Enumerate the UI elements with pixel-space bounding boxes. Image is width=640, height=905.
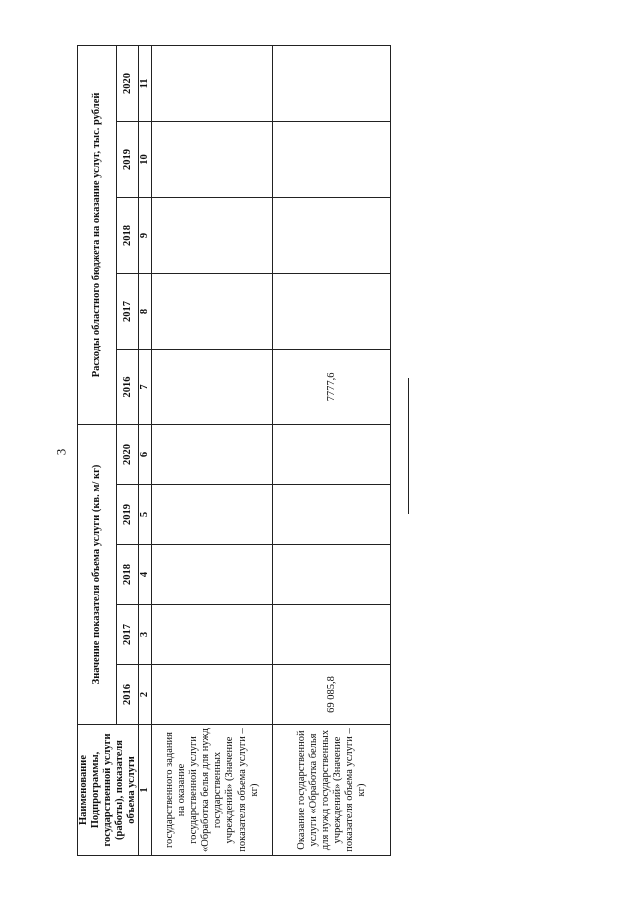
row-name: государственного задания на оказание государственной услуги «Обработка белья для нужд государственных учреждений» (Значение показателя объема услуги – кг): [152, 725, 273, 856]
column-number: 4: [139, 545, 152, 605]
table-cell: [273, 197, 391, 273]
table-cell: [152, 605, 273, 665]
table-cell: 7777,6: [273, 349, 391, 424]
table-cell: [152, 485, 273, 545]
table-row: [152, 45, 273, 855]
year-header: 2016: [117, 665, 139, 725]
column-number: 10: [139, 121, 152, 197]
table-cell: [273, 485, 391, 545]
table-cell: [152, 45, 273, 121]
budget-table: [77, 45, 391, 856]
year-header: 2017: [117, 605, 139, 665]
column-number: 6: [139, 424, 152, 484]
page-number: 3: [53, 448, 69, 456]
header-name-column: Наименование Подпрограммы, государственной услуги (работы), показателя объема услуги: [78, 725, 139, 856]
year-header: 2017: [117, 273, 139, 349]
header-budget-group: Расходы областного бюджета на оказание услуг, тыс. рублей: [78, 45, 117, 424]
table-cell: [152, 349, 273, 424]
table-cell: [273, 545, 391, 605]
column-number: 1: [139, 725, 152, 856]
table-cell: [152, 197, 273, 273]
table-cell: [152, 121, 273, 197]
year-header: 2020: [117, 424, 139, 484]
table-cell: [152, 545, 273, 605]
year-header: 2018: [117, 197, 139, 273]
rotated-table-wrapper: [77, 46, 381, 856]
table-cell: [273, 605, 391, 665]
column-number: 8: [139, 273, 152, 349]
column-number: 9: [139, 197, 152, 273]
separator-line: [408, 378, 409, 514]
column-number: 5: [139, 485, 152, 545]
year-header: 2016: [117, 349, 139, 424]
year-header: 2018: [117, 545, 139, 605]
table-cell: 69 085,8: [273, 665, 391, 725]
table-cell: [152, 273, 273, 349]
column-number: 11: [139, 45, 152, 121]
row-name: Оказание государственной услуги «Обработка белья для нужд государственных учреждений» (Значение показателя объема услуги – кг): [273, 725, 391, 856]
table-cell: [273, 45, 391, 121]
year-header: 2019: [117, 485, 139, 545]
column-number: 3: [139, 605, 152, 665]
header-volume-group: Значение показателя объема услуги (кв. м/ кг): [78, 424, 117, 724]
year-header: 2019: [117, 121, 139, 197]
table-cell: [273, 424, 391, 484]
table-cell: [273, 273, 391, 349]
table-cell: [152, 424, 273, 484]
table-cell: [152, 665, 273, 725]
year-header: 2020: [117, 45, 139, 121]
table-cell: [273, 121, 391, 197]
column-number: 7: [139, 349, 152, 424]
column-number: 2: [139, 665, 152, 725]
table-row: [273, 45, 391, 855]
